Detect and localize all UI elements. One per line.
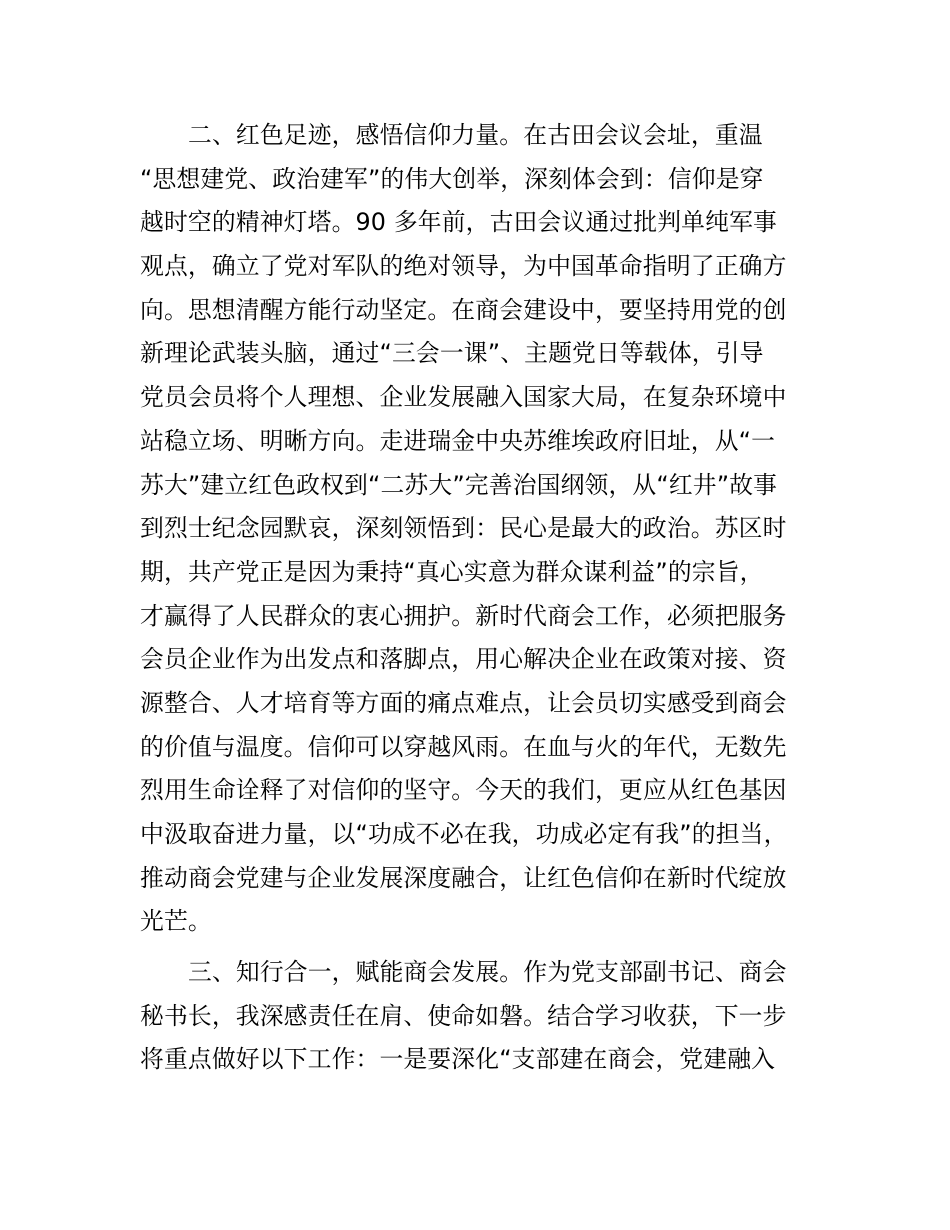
paragraph-line: 到烈士纪念园默哀，深刻领悟到：民心是最大的政治。苏区时: [140, 514, 787, 543]
paragraph-line: 秘书长，我深感责任在肩、使命如磐。结合学习收获，下一步: [140, 1001, 787, 1030]
paragraph-line: “思想建党、政治建军”的伟大创举，深刻体会到：信仰是穿: [140, 164, 764, 193]
paragraph-line: 党员会员将个人理想、企业发展融入国家大局，在复杂环境中: [140, 383, 787, 412]
paragraph-line: 向。思想清醒方能行动坚定。在商会建设中，要坚持用党的创: [140, 295, 787, 324]
paragraph-line: 会员企业作为出发点和落脚点，用心解决企业在政策对接、资: [140, 645, 787, 674]
paragraph-unity-of-knowing-and-doing: [140, 951, 840, 1082]
paragraph-line: 站稳立场、明晰方向。走进瑞金中央苏维埃政府旧址，从“一: [140, 426, 776, 455]
paragraph-line: 二、红色足迹，感悟信仰力量。在古田会议会址，重温: [188, 121, 763, 149]
paragraph-line: 越时空的精神灯塔。90 多年前，古田会议通过批判单纯军事: [140, 208, 777, 237]
paragraph-line: 将重点做好以下工作：一是要深化“支部建在商会，党建融入: [140, 1045, 776, 1074]
paragraph-line: 中汲取奋进力量，以“功成不必在我，功成必定有我”的担当，: [140, 820, 788, 848]
paragraph-line: 烈用生命诠释了对信仰的坚守。今天的我们，更应从红色基因: [140, 776, 787, 805]
paragraph-red-footprints: [140, 114, 840, 944]
paragraph-line: 苏大”建立红色政权到“二苏大”完善治国纲领，从“红井”故事: [140, 470, 778, 499]
paragraph-line: 的价值与温度。信仰可以穿越风雨。在血与火的年代，无数先: [140, 732, 787, 761]
paragraph-line: 期，共产党正是因为秉持“真心实意为群众谋利益”的宗旨，: [140, 557, 764, 586]
paragraph-line: 观点，确立了党对军队的绝对领导，为中国革命指明了正确方: [140, 252, 787, 281]
paragraph-line: 三、知行合一，赋能商会发展。作为党支部副书记、商会: [188, 958, 787, 986]
paragraph-line: 才赢得了人民群众的衷心拥护。新时代商会工作，必须把服务: [140, 601, 787, 630]
paragraph-line: 推动商会党建与企业发展深度融合，让红色信仰在新时代绽放: [140, 863, 787, 892]
paragraph-line: 新理论武装头脑，通过“三会一课”、主题党日等载体，引导: [140, 339, 764, 368]
paragraph-line: 源整合、人才培育等方面的痛点难点，让会员切实感受到商会: [140, 688, 787, 717]
paragraph-line: 光芒。: [140, 907, 212, 936]
